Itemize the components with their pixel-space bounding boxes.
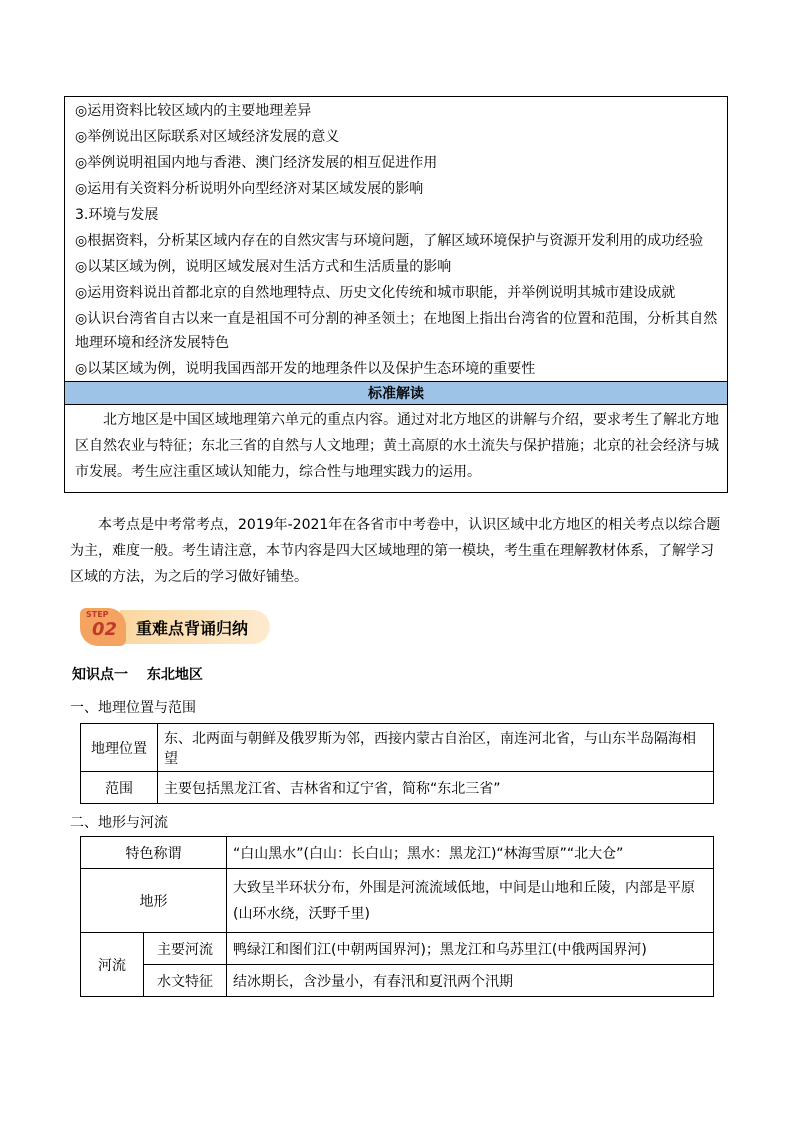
- curriculum-box: [64, 96, 728, 493]
- knowledge-point-name: 东北地区: [146, 667, 203, 683]
- requirement-line: ◎运用有关资料分析说明外向型经济对某区域发展的影响: [75, 181, 424, 197]
- step-label: STEP: [86, 610, 109, 619]
- requirement-line: ◎运用资料说出首都北京的自然地理特点、历史文化传统和城市职能，并举例说明其城市建设成就: [75, 285, 676, 301]
- table-row: [81, 724, 714, 772]
- table-value: 东、北两面与朝鲜及俄罗斯为邻，西接内蒙古自治区，南连河北省，与山东半岛隔海相望: [158, 724, 714, 772]
- requirement-line: 地理环境和经济发展特色: [75, 335, 229, 351]
- step-banner: [80, 606, 270, 648]
- knowledge-point: [72, 664, 217, 684]
- requirement-line: ◎举例说明祖国内地与香港、澳门经济发展的相互促进作用: [75, 155, 438, 171]
- requirement-line: ◎以某区域为例，说明区域发展对生活方式和生活质量的影响: [75, 259, 452, 275]
- section1-heading: 一、地理位置与范围: [70, 700, 196, 716]
- requirement-line: ◎举例说出区际联系对区域经济发展的意义: [75, 129, 340, 145]
- table-subkey: 水文特征: [144, 965, 227, 997]
- location-table: [80, 723, 714, 804]
- table-row: [81, 837, 714, 869]
- step-title: 重难点背诵归纳: [136, 619, 249, 638]
- intro-paragraph: 本考点是中考常考点，2019年-2021年在各省市中考卷中，认识区域中北方地区的相关考点以综合题为主，难度一般。考生请注意，本节内容是四大区域地理的第一模块，考生重在理解教材体系，了解学习区域的方法，为之后的学习做好铺垫。: [70, 517, 721, 585]
- table-key: 河流: [81, 933, 144, 997]
- table-value: 主要包括黑龙江省、吉林省和辽宁省，简称“东北三省”: [158, 772, 714, 804]
- knowledge-point-label: 知识点一: [72, 667, 128, 683]
- requirement-line: ◎运用资料比较区域内的主要地理差异: [75, 103, 312, 119]
- table-value: 大致呈半环状分布，外围是河流流域低地，中间是山地和丘陵，内部是平原(山环水绕，沃野千里): [227, 869, 714, 933]
- table-row: [81, 772, 714, 804]
- section2-heading: 二、地形与河流: [70, 815, 168, 831]
- table-row: [81, 933, 714, 965]
- step-number: 02: [92, 619, 118, 640]
- requirement-line: ◎认识台湾省自古以来一直是祖国不可分割的神圣领土；在地图上指出台湾省的位置和范围，分析其自然: [75, 311, 718, 327]
- standard-heading: 标准解读: [65, 381, 727, 405]
- table-key: 范围: [81, 772, 158, 804]
- standard-text: 北方地区是中国区域地理第六单元的重点内容。通过对北方地区的讲解与介绍，要求考生了解北方地区自然农业与特征；东北三省的自然与人文地理；黄土高原的水土流失与保护措施；北京的社会经济与城市发展。考生应注重区域认知能力，综合性与地理实践力的运用。: [75, 412, 719, 480]
- terrain-river-table: [80, 836, 714, 997]
- table-key: 特色称谓: [81, 837, 227, 869]
- requirement-line: 3.环境与发展: [75, 207, 159, 223]
- table-key: 地理位置: [81, 724, 158, 772]
- table-value: “白山黑水”(白山：长白山；黑水：黑龙江)“林海雪原”“北大仓”: [227, 837, 714, 869]
- table-subkey: 主要河流: [144, 933, 227, 965]
- requirement-line: ◎以某区域为例，说明我国西部开发的地理条件以及保护生态环境的重要性: [75, 361, 536, 377]
- requirement-line: ◎根据资料，分析某区域内存在的自然灾害与环境问题，了解区域环境保护与资源开发利用的成功经验: [75, 233, 704, 249]
- table-row: [81, 869, 714, 933]
- table-value: 鸭绿江和图们江(中朝两国界河)；黑龙江和乌苏里江(中俄两国界河): [227, 933, 714, 965]
- table-value: 结冰期长，含沙量小，有春汛和夏汛两个汛期: [227, 965, 714, 997]
- table-key: 地形: [81, 869, 227, 933]
- table-row: [81, 965, 714, 997]
